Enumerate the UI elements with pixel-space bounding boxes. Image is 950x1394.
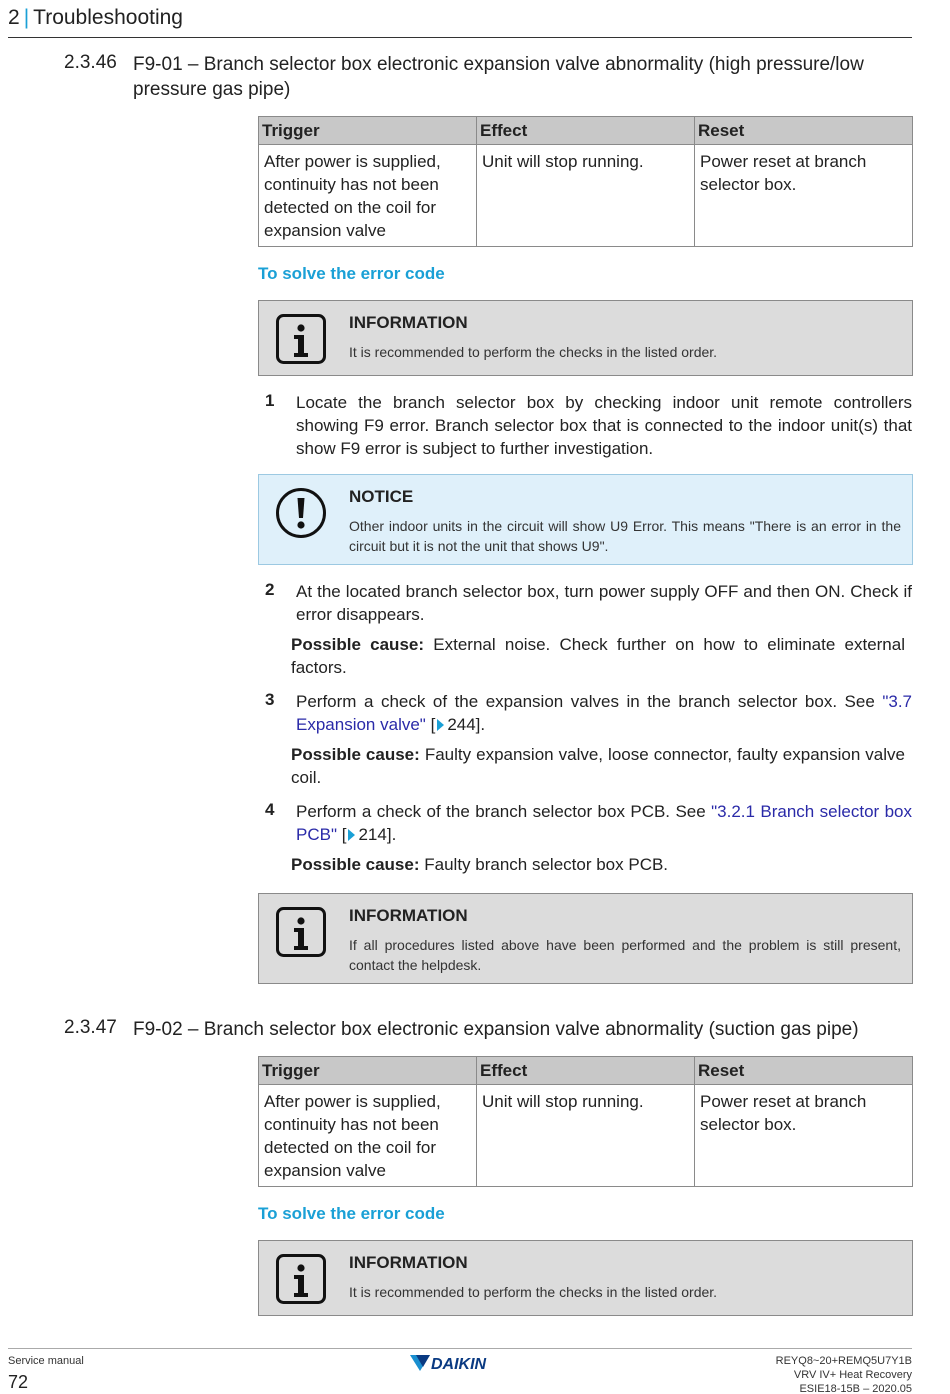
section-title: F9-02 – Branch selector box electronic expansion valve abnormality (suction gas pipe) [133, 1019, 859, 1040]
table-header-trigger: Trigger [259, 117, 477, 145]
possible-cause-label: Possible cause: [291, 855, 420, 874]
expansion-valve-link[interactable]: "3.7 Expansion valve" [296, 692, 912, 734]
notice-box [258, 474, 913, 565]
possible-cause [291, 853, 905, 876]
notice-title: NOTICE [349, 487, 414, 506]
step-text: At the located branch selector box, turn power supply OFF and then ON. Check if error disappears. [296, 582, 912, 624]
possible-cause-label: Possible cause: [291, 635, 425, 654]
step-number: 3 [265, 690, 275, 709]
step-number: 4 [265, 800, 275, 819]
information-icon [275, 1253, 327, 1305]
information-box [258, 1240, 913, 1316]
footer-model: REYQ8~20+REMQ5U7Y1B [775, 1355, 912, 1367]
footer-divider [8, 1348, 912, 1349]
table-cell-reset: Power reset at branch selector box. [695, 1085, 913, 1187]
table-row [259, 1085, 913, 1187]
page-ref[interactable]: 244] [447, 715, 481, 734]
table-header-trigger: Trigger [259, 1057, 477, 1085]
step-text: Locate the branch selector box by checking indoor unit remote controllers showing F9 error. Branch selector box that is connected to the indoor unit(s) that show F9 error is subject to further investigation. [296, 393, 912, 458]
header-separator: | [23, 6, 30, 29]
table-cell-trigger: After power is supplied, continuity has not been detected on the coil for expansion valve [259, 1085, 477, 1187]
table-header-reset: Reset [695, 1057, 913, 1085]
footer-doc-id: ESIE18-15B – 2020.05 [799, 1383, 912, 1394]
possible-cause-label: Possible cause: [291, 745, 420, 764]
table-cell-effect: Unit will stop running. [477, 1085, 695, 1187]
information-title: INFORMATION [349, 1253, 468, 1272]
notice-text: Other indoor units in the circuit will show U9 Error. This means "There is an error in the circuit but it is not the unit that shows U9". [349, 518, 901, 554]
information-icon [275, 313, 327, 365]
information-box [258, 893, 913, 984]
solve-heading: To solve the error code [258, 1204, 445, 1223]
table-header-effect: Effect [477, 117, 695, 145]
step-number: 1 [265, 391, 275, 410]
information-title: INFORMATION [349, 313, 468, 332]
step-text-pre: Perform a check of the expansion valves in the branch selector box. See [296, 692, 883, 711]
page-ref-arrow-icon [348, 829, 355, 841]
footer-product: VRV IV+ Heat Recovery [793, 1369, 912, 1381]
chapter-title: Troubleshooting [33, 6, 183, 29]
page-ref-arrow-icon [437, 719, 444, 731]
page-header [8, 6, 912, 38]
chapter-number: 2 [8, 6, 20, 29]
information-text: If all procedures listed above have been performed and the problem is still present, contact the helpdesk. [349, 937, 901, 973]
step-text [296, 690, 912, 736]
logo-text: DAIKIN [431, 1356, 487, 1373]
table-header-effect: Effect [477, 1057, 695, 1085]
solve-heading: To solve the error code [258, 264, 445, 283]
ref-open: [ [430, 715, 436, 734]
section-number: 2.3.47 [64, 1017, 117, 1038]
step-text-post: . [480, 715, 486, 734]
information-text: It is recommended to perform the checks in the listed order. [349, 1284, 718, 1300]
trigger-effect-reset-table [258, 116, 913, 247]
page-ref[interactable]: 214] [358, 825, 392, 844]
daikin-logo [408, 1352, 514, 1374]
table-cell-effect: Unit will stop running. [477, 145, 695, 247]
information-title: INFORMATION [349, 906, 468, 925]
step-number: 2 [265, 580, 275, 599]
footer-doc-info [776, 1354, 912, 1394]
possible-cause-text: Faulty expansion valve, loose connector, faulty expansion valve coil. [291, 745, 905, 787]
step-text-pre: Perform a check of the branch selector box PCB. See [296, 802, 712, 821]
possible-cause-text: Faulty branch selector box PCB. [424, 855, 669, 874]
possible-cause [291, 633, 905, 679]
exclamation-icon [275, 487, 327, 539]
branch-selector-pcb-link[interactable]: "3.2.1 Branch selector box PCB" [296, 802, 913, 844]
information-text: It is recommended to perform the checks in the listed order. [349, 344, 718, 360]
section-title: F9-01 – Branch selector box electronic expansion valve abnormality (high pressure/low pressure gas pipe) [133, 54, 864, 100]
trigger-effect-reset-table [258, 1056, 913, 1187]
possible-cause-text: External noise. Check further on how to eliminate external factors. [291, 635, 905, 677]
information-icon [275, 906, 327, 958]
section-number: 2.3.46 [64, 52, 117, 73]
footer-doc-type: Service manual [8, 1355, 84, 1367]
table-header-reset: Reset [695, 117, 913, 145]
ref-open: [ [341, 825, 347, 844]
information-box [258, 300, 913, 376]
table-cell-reset: Power reset at branch selector box. [695, 145, 913, 247]
step-text [296, 800, 912, 846]
table-row [259, 145, 913, 247]
possible-cause [291, 743, 905, 789]
step-text-post: . [391, 825, 397, 844]
table-cell-trigger: After power is supplied, continuity has not been detected on the coil for expansion valve [259, 145, 477, 247]
page-number: 72 [8, 1372, 29, 1392]
